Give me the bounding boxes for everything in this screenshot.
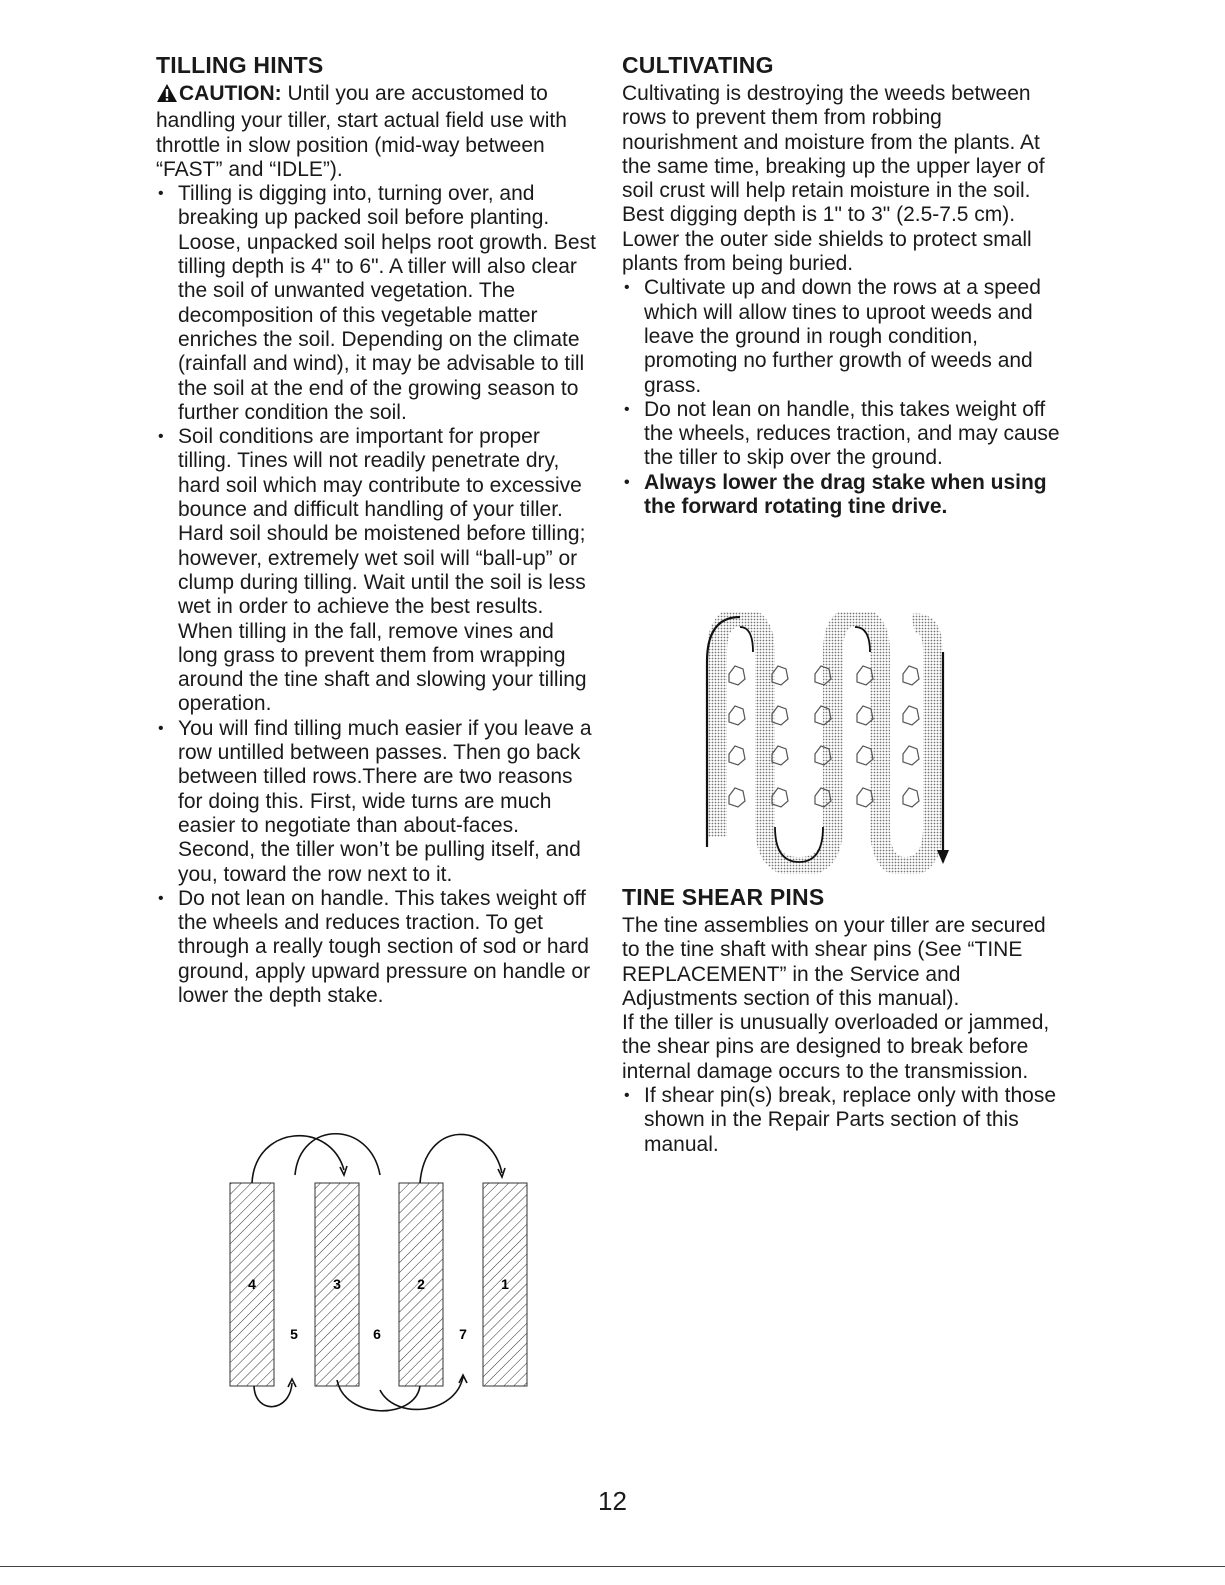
caution-paragraph (156, 82, 596, 182)
tilling-bullet-item: • You will find tilling much easier if you leave a row untilled between passes. Then go back between tilled rows.There are two reasons for doing this. First, wide turns are much easier to negotiate than about-faces. Second, the tiller won’t be pulling itself, and you, toward the row next to it. (156, 717, 596, 887)
caution-text: Until you are accustomed to handling your tiller, start actual field use with throttle in slow position (mid-way between “FAST” and “IDLE”). (156, 82, 567, 181)
turn-arrow-top-3 (420, 1134, 502, 1183)
tilling-bullet-item: • Tilling is digging into, turning over, and breaking up packed soil before planting. Loose, unpacked soil helps root growth. Best tilling depth is 4" to 6". A tiller will also clear the soil of unwanted vegetation. The decomposition of this vegetable matter enriches the soil. Depending on the climate (rainfall and wind), it may be advisable to till the soil at the end of the growing season to further condition the soil. (156, 182, 596, 425)
cultivating-bullet-item: • Cultivate up and down the rows at a speed which will allow tines to uproot weeds and leave the ground in rough condition, promoting no further growth of weeds and grass. (622, 276, 1062, 397)
right-column (622, 50, 1062, 519)
caution-label: CAUTION: (179, 82, 282, 105)
row-label-1: 1 (501, 1276, 509, 1292)
cultivating-path (717, 617, 933, 867)
gap-label-5: 5 (290, 1326, 298, 1342)
tilling-hints-heading: TILLING HINTS (156, 52, 324, 78)
cultivating-bullets (622, 276, 1062, 519)
tilling-bullet-item: • Do not lean on handle. This takes weight off the wheels and reduces traction. To get through a really tough section of sod or hard ground, apply upward pressure on handle or lower the depth stake. (156, 887, 596, 1008)
cultivating-bold-bullet: • Always lower the drag stake when using the forward rotating tine drive. (622, 471, 1062, 520)
tilling-bullet-item: • Soil conditions are important for proper tilling. Tines will not readily penetrate dry, hard soil which may contribute to excessive bounce and difficult handling of your tiller. Hard soil should be moistened before tilling; however, extremely wet soil will “ball-up” or clump during tilling. Wait until the soil is less wet in order to achieve the best results. When tilling in the fall, remove vines and long grass to prevent them from wrapping around the tine shaft and slowing your tilling operation. (156, 425, 596, 717)
gap-label-7: 7 (459, 1326, 467, 1342)
cultivating-paragraph: Cultivating is destroying the weeds between rows to prevent them from robbing nourishment and moisture from the plants. At the same time, breaking up the upper layer of soil crust will help retain moisture in the soil. Best digging depth is 1" to 3" (2.5-7.5 cm). Lower the outer side shields to protect small plants from being buried. (622, 82, 1045, 276)
turn-arrow-bottom-1 (254, 1383, 292, 1407)
warning-triangle-icon (156, 83, 178, 109)
page-number: 12 (598, 1486, 627, 1516)
tilling-pattern-diagram (220, 1115, 540, 1420)
tine-shear-pins-heading: TINE SHEAR PINS (622, 884, 825, 910)
tilling-bullets (156, 182, 596, 1008)
row-label-4: 4 (248, 1276, 256, 1292)
row-label-2: 2 (417, 1276, 425, 1292)
cultivating-bullet-item: • Do not lean on handle, this takes weight off the wheels, reduces traction, and may cause the tiller to skip over the ground. (622, 398, 1062, 471)
tine-shear-pins-section (622, 882, 1062, 1157)
cultivating-pattern-diagram (705, 612, 955, 874)
shear-paragraph-2: If the tiller is unusually overloaded or jammed, the shear pins are designed to break before internal damage occurs to the transmission. (622, 1011, 1050, 1083)
row-label-3: 3 (333, 1276, 341, 1292)
bottom-rule (0, 1566, 1225, 1567)
cultivating-heading: CULTIVATING (622, 52, 774, 78)
shear-bullet-item: • If shear pin(s) break, replace only with those shown in the Repair Parts section of this manual. (622, 1084, 1062, 1157)
shear-paragraph-1: The tine assemblies on your tiller are secured to the tine shaft with shear pins (See “TINE REPLACEMENT” in the Service and Adjustments section of this manual). (622, 914, 1046, 1010)
gap-label-6: 6 (373, 1326, 381, 1342)
left-column (156, 50, 596, 1008)
shear-bullets (622, 1084, 1062, 1157)
